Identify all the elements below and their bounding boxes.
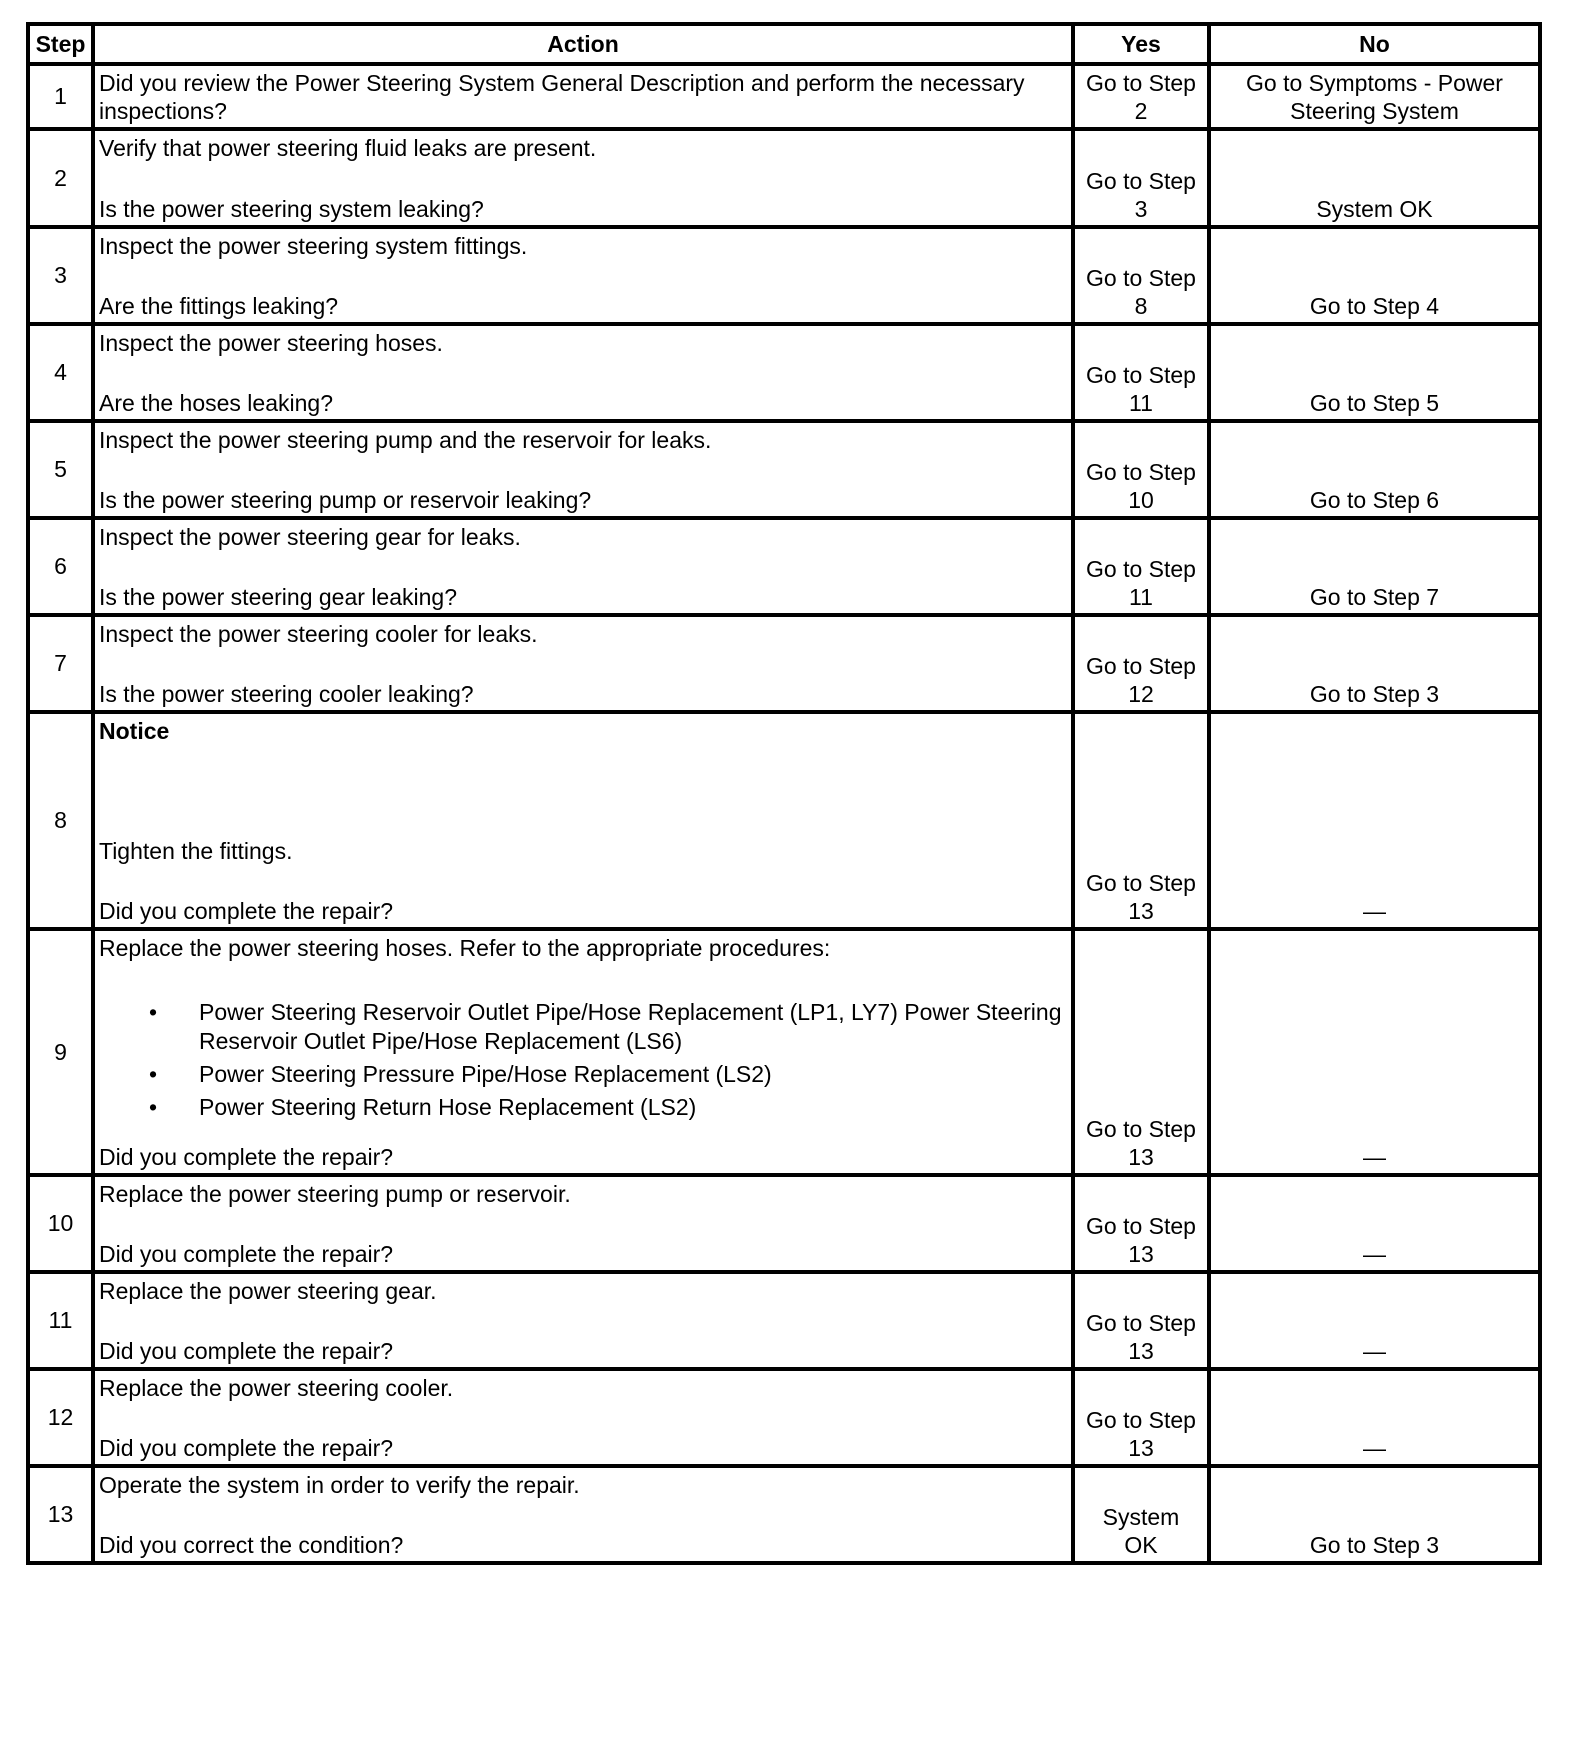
no-cell: — — [1209, 1175, 1540, 1272]
no-cell: Go to Step 3 — [1209, 1466, 1540, 1563]
table-row — [28, 1466, 1540, 1563]
action-cell — [93, 712, 1073, 929]
action-question: Did you complete the repair? — [99, 1144, 394, 1170]
table-row — [28, 1175, 1540, 1272]
step-number: 8 — [28, 712, 93, 929]
action-text: Replace the power steering pump or reservoir. — [99, 1181, 571, 1207]
action-text: Inspect the power steering system fittings. — [99, 233, 528, 259]
header-yes: Yes — [1073, 24, 1209, 64]
table-row — [28, 421, 1540, 518]
diagnostic-table — [26, 22, 1542, 1565]
action-text: Inspect the power steering gear for leaks. — [99, 524, 521, 550]
action-cell — [93, 929, 1073, 1175]
action-cell — [93, 64, 1073, 129]
bullet-glyph: • — [149, 999, 158, 1025]
no-cell: — — [1209, 712, 1540, 929]
no-cell: — — [1209, 929, 1540, 1175]
table-row — [28, 615, 1540, 712]
step-number: 9 — [28, 929, 93, 1175]
yes-cell: System OK — [1073, 1466, 1209, 1563]
action-cell — [93, 615, 1073, 712]
table-row — [28, 1369, 1540, 1466]
table-row — [28, 324, 1540, 421]
action-question: Did you complete the repair? — [99, 898, 394, 924]
action-text: Tighten the fittings. — [99, 838, 293, 864]
action-question: Did you correct the condition? — [99, 1532, 404, 1558]
procedure-link-text: Power Steering Return Hose Replacement (LS2) — [199, 1094, 697, 1120]
action-text: Replace the power steering cooler. — [99, 1375, 454, 1401]
bullet-glyph: • — [149, 1094, 158, 1120]
no-cell: Go to Symptoms - Power Steering System — [1209, 64, 1540, 129]
table-row — [28, 518, 1540, 615]
step-number: 4 — [28, 324, 93, 421]
yes-cell: Go to Step 10 — [1073, 421, 1209, 518]
no-cell: Go to Step 4 — [1209, 227, 1540, 324]
diagnostic-document — [26, 22, 1542, 1565]
header-row — [28, 24, 1540, 64]
action-question: Are the fittings leaking? — [99, 293, 339, 319]
yes-cell: Go to Step 13 — [1073, 1369, 1209, 1466]
step-number: 10 — [28, 1175, 93, 1272]
procedure-list — [99, 998, 1067, 1122]
action-cell — [93, 1175, 1073, 1272]
action-question: Are the hoses leaking? — [99, 390, 333, 416]
yes-cell: Go to Step 8 — [1073, 227, 1209, 324]
no-cell: Go to Step 7 — [1209, 518, 1540, 615]
table-row — [28, 929, 1540, 1175]
yes-cell: Go to Step 13 — [1073, 712, 1209, 929]
table-row — [28, 129, 1540, 227]
action-text: Verify that power steering fluid leaks are present. — [99, 135, 597, 161]
action-question: Is the power steering system leaking? — [99, 196, 484, 222]
yes-cell: Go to Step 11 — [1073, 324, 1209, 421]
action-cell — [93, 1369, 1073, 1466]
header-step: Step — [28, 24, 93, 64]
no-cell: — — [1209, 1272, 1540, 1369]
table-row — [28, 64, 1540, 129]
yes-cell: Go to Step 3 — [1073, 129, 1209, 227]
action-question: Is the power steering pump or reservoir leaking? — [99, 487, 592, 513]
step-number: 12 — [28, 1369, 93, 1466]
list-item — [99, 998, 1067, 1056]
step-number: 5 — [28, 421, 93, 518]
step-number: 7 — [28, 615, 93, 712]
procedure-link-text: Power Steering Reservoir Outlet Pipe/Hose Replacement (LP1, LY7) Power Steering Reservoir Outlet Pipe/Hose Replacement (LS6) — [199, 999, 1062, 1054]
notice-heading: Notice — [99, 718, 170, 744]
table-row — [28, 227, 1540, 324]
step-number: 3 — [28, 227, 93, 324]
action-cell — [93, 518, 1073, 615]
no-cell: — — [1209, 1369, 1540, 1466]
yes-cell: Go to Step 2 — [1073, 64, 1209, 129]
action-cell — [93, 1272, 1073, 1369]
yes-cell: Go to Step 13 — [1073, 929, 1209, 1175]
step-number: 2 — [28, 129, 93, 227]
action-text: Replace the power steering hoses. Refer to the appropriate procedures: — [99, 935, 831, 961]
action-cell — [93, 227, 1073, 324]
no-cell: Go to Step 5 — [1209, 324, 1540, 421]
yes-cell: Go to Step 13 — [1073, 1175, 1209, 1272]
header-no: No — [1209, 24, 1540, 64]
table-row — [28, 1272, 1540, 1369]
table-row — [28, 712, 1540, 929]
action-text: Inspect the power steering hoses. — [99, 330, 443, 356]
action-question: Did you complete the repair? — [99, 1435, 394, 1461]
header-action: Action — [93, 24, 1073, 64]
list-item — [99, 1060, 1067, 1089]
no-cell: System OK — [1209, 129, 1540, 227]
action-question: Is the power steering gear leaking? — [99, 584, 457, 610]
step-number: 13 — [28, 1466, 93, 1563]
yes-cell: Go to Step 11 — [1073, 518, 1209, 615]
yes-cell: Go to Step 12 — [1073, 615, 1209, 712]
action-cell — [93, 129, 1073, 227]
bullet-glyph: • — [149, 1061, 158, 1087]
step-number: 6 — [28, 518, 93, 615]
action-question: Did you complete the repair? — [99, 1338, 394, 1364]
procedure-link-text: Power Steering Pressure Pipe/Hose Replacement (LS2) — [199, 1061, 772, 1087]
yes-cell: Go to Step 13 — [1073, 1272, 1209, 1369]
action-text: Replace the power steering gear. — [99, 1278, 437, 1304]
action-question: Did you complete the repair? — [99, 1241, 394, 1267]
no-cell: Go to Step 6 — [1209, 421, 1540, 518]
list-item — [99, 1093, 1067, 1122]
step-number: 11 — [28, 1272, 93, 1369]
action-cell — [93, 421, 1073, 518]
action-text: Operate the system in order to verify the repair. — [99, 1472, 580, 1498]
no-cell: Go to Step 3 — [1209, 615, 1540, 712]
action-text: Did you review the Power Steering System General Description and perform the necessary inspections? — [99, 70, 1025, 124]
action-question: Is the power steering cooler leaking? — [99, 681, 474, 707]
action-cell — [93, 324, 1073, 421]
action-text: Inspect the power steering pump and the reservoir for leaks. — [99, 427, 712, 453]
action-cell — [93, 1466, 1073, 1563]
step-number: 1 — [28, 64, 93, 129]
action-text: Inspect the power steering cooler for leaks. — [99, 621, 538, 647]
